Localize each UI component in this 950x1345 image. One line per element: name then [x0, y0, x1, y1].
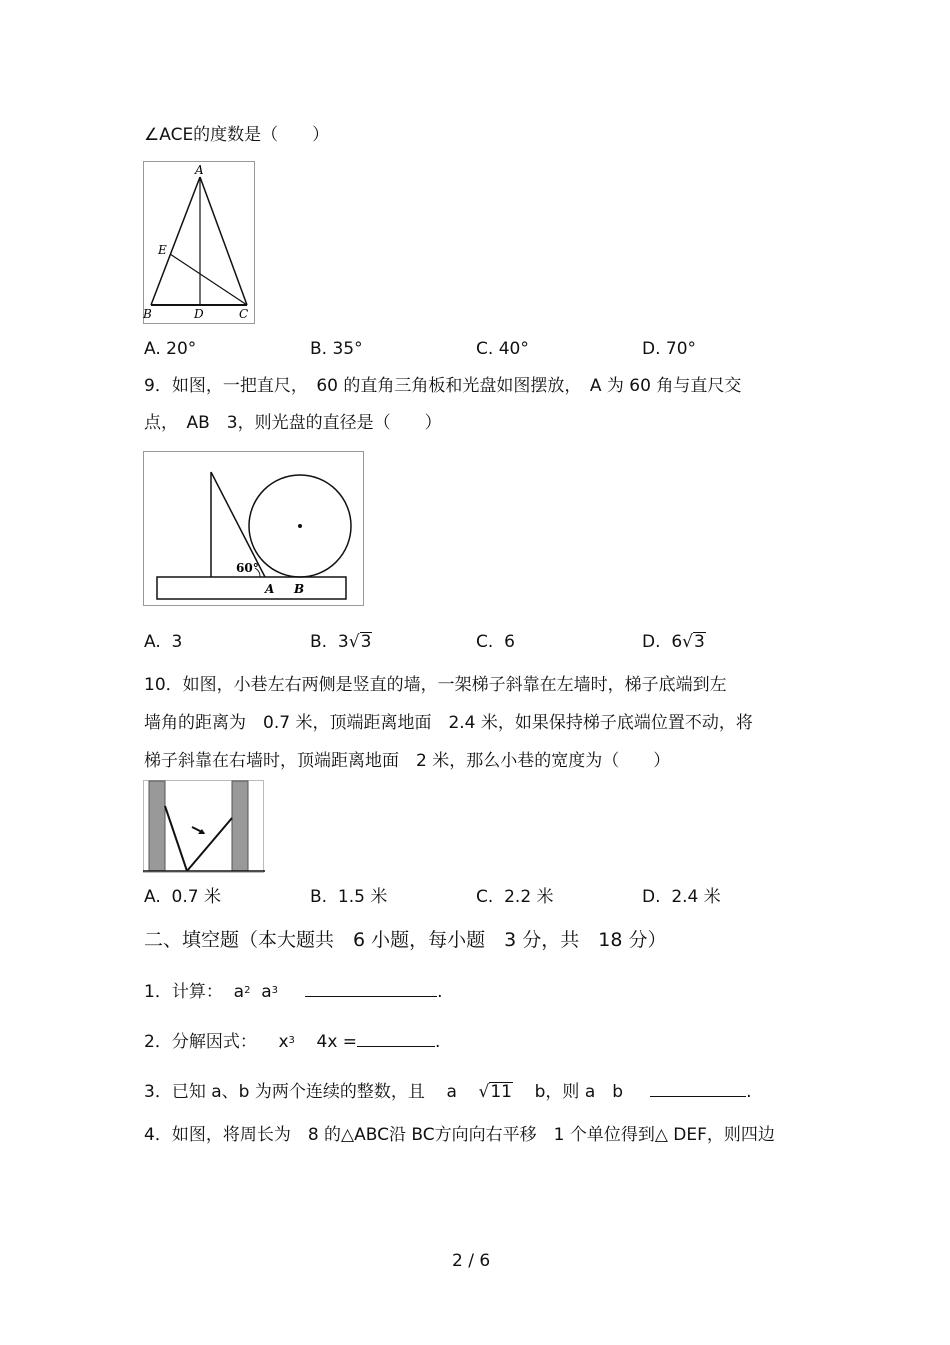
q8-label-e: E — [158, 243, 167, 257]
q9-line2: 点， AB 3，则光盘的直径是（ ） — [144, 413, 442, 433]
fill-q1-blank[interactable] — [305, 980, 437, 997]
fill-q3: 3．已知 a、b 为两个连续的整数，且 a √11 b，则 a b . — [144, 1082, 752, 1102]
q9-option-a[interactable]: A. 3 — [144, 632, 183, 652]
q10-alley-figure — [143, 780, 265, 878]
page-number: 2 / 6 — [452, 1251, 491, 1271]
q9-line1: 9．如图，一把直尺， 60 的直角三角板和光盘如图摆放， A 为 60 角与直尺交 — [144, 376, 742, 396]
q9-ruler-disc-figure — [143, 450, 365, 612]
q8-label-d: D — [194, 307, 204, 321]
sqrt-sign-icon: √ — [682, 632, 693, 652]
q8-option-b[interactable]: B. 35° — [310, 339, 363, 359]
q8-option-a[interactable]: A. 20° — [144, 339, 197, 359]
q9-label-b: B — [294, 582, 305, 596]
q9-label-a: A — [265, 582, 275, 596]
q10-line1: 10．如图，小巷左右两侧是竖直的墙，一架梯子斜靠在左墙时，梯子底端到左 — [144, 675, 727, 695]
sqrt-sign-icon: √ — [478, 1082, 490, 1102]
fill-q4: 4．如图，将周长为 8 的△ABC沿 BC方向向右平移 1 个单位得到△ DEF，则四边 — [144, 1125, 775, 1145]
fill-q3-blank[interactable] — [650, 1080, 746, 1097]
q8-option-d[interactable]: D. 70° — [642, 339, 697, 359]
q10-line3: 梯子斜靠在右墙时，顶端距离地面 2 米，那么小巷的宽度为（ ） — [144, 751, 671, 771]
fill-q1: 1．计算： $a^2$ $a^3$ . — [144, 982, 443, 1002]
q9-option-b[interactable]: B. 3√3 — [310, 632, 372, 652]
q9-option-d[interactable]: D. 6√3 — [642, 632, 705, 652]
section2-title: 二、填空题（本大题共 6 小题，每小题 3 分，共 18 分） — [144, 929, 667, 951]
q10-line2: 墙角的距离为 0.7 米，顶端距离地面 2.4 米，如果保持梯子底端位置不动，将 — [144, 713, 753, 733]
q8-label-a: A — [195, 163, 204, 177]
q10-option-c[interactable]: C. 2.2 米 — [476, 887, 554, 907]
q8-stem: ∠ACE的度数是（ ） — [144, 125, 330, 145]
fill-q2-blank[interactable] — [357, 1030, 435, 1047]
q8-label-b: B — [143, 307, 152, 321]
q10-option-b[interactable]: B. 1.5 米 — [310, 887, 388, 907]
q8-triangle-figure — [143, 160, 257, 330]
fill-q2: 2．分解因式： $x^3$ 4x = . — [144, 1032, 441, 1052]
q9-option-c[interactable]: C. 6 — [476, 632, 515, 652]
sqrt-sign-icon: √ — [348, 632, 360, 652]
q10-option-a[interactable]: A. 0.7 米 — [144, 887, 221, 907]
q10-option-d[interactable]: D. 2.4 米 — [642, 887, 721, 907]
q8-label-c: C — [239, 307, 249, 321]
q9-angle-label: 60° — [236, 561, 259, 575]
q8-option-c[interactable]: C. 40° — [476, 339, 529, 359]
